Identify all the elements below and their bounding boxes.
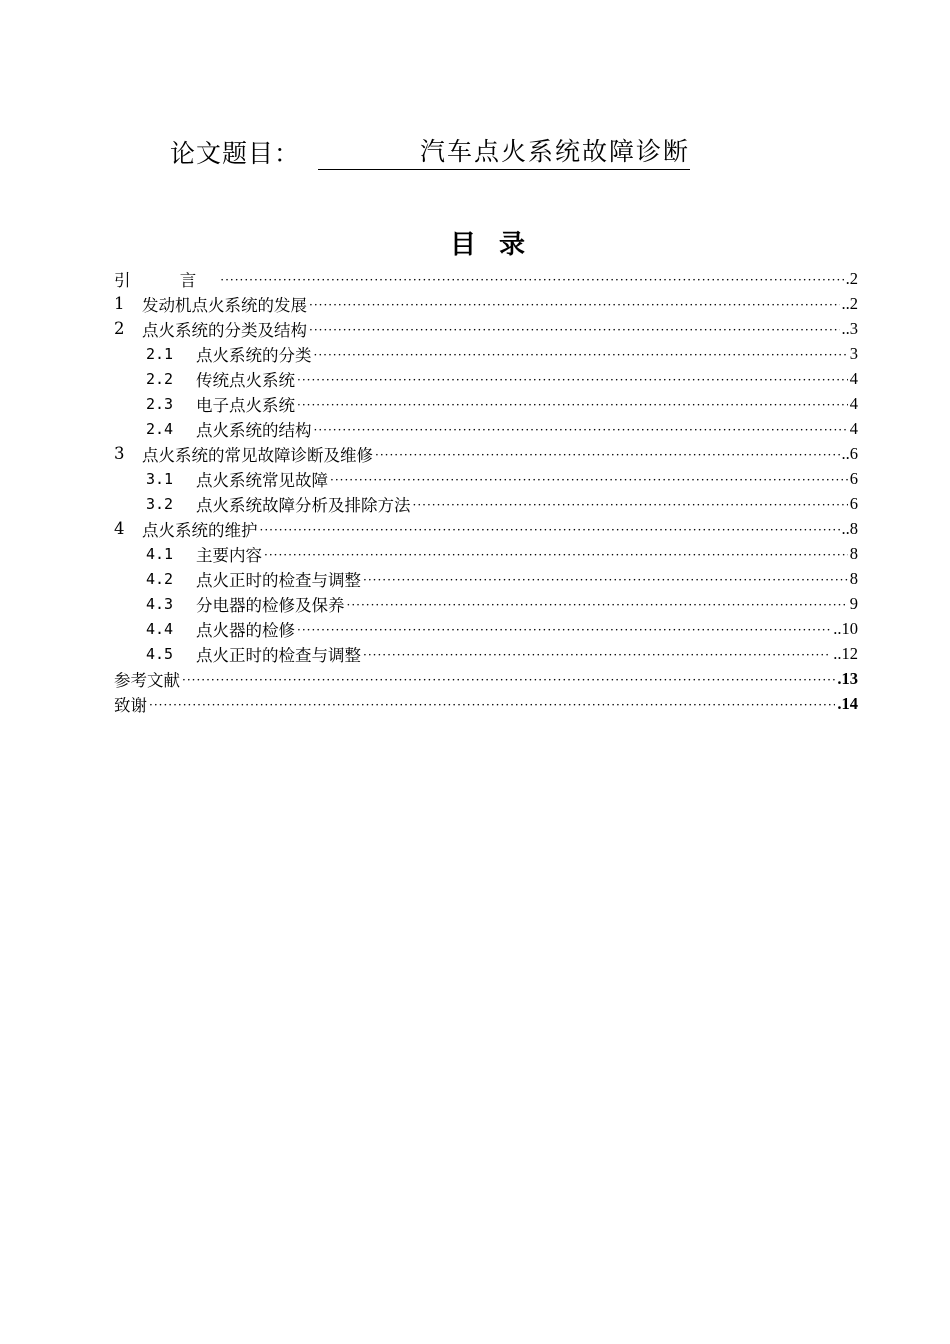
toc-entry-page: 4 [849,368,858,388]
toc-entry-number: 2.1 [146,344,174,363]
toc-entry-number: 3 [114,444,125,463]
toc-entry-page: ..3 [841,318,858,338]
toc-entry-page: ..6 [841,443,858,463]
toc-dot-leader [264,543,848,566]
toc-entry-title: 点火系统常见故障 [196,470,328,490]
thesis-title-label: 论文题目： [170,139,301,168]
toc-entry-page: ..8 [841,518,858,538]
toc-entry[interactable] [114,566,858,591]
toc-entry[interactable] [114,466,858,491]
toc-entry-number: 4.4 [146,619,174,638]
toc-entry-number: 1 [114,294,125,313]
toc-entry[interactable] [114,516,858,541]
toc-entry-number: 4.5 [146,644,174,663]
toc-entry-page: 8 [849,568,858,588]
toc-entry-title: 分电器的检修及保养 [196,595,345,615]
toc-dot-leader [149,693,835,716]
toc-entry[interactable] [114,316,858,341]
toc-entry-page: 8 [849,543,858,563]
toc-dot-leader [297,393,848,416]
toc-entry-title: 点火系统的结构 [196,420,312,440]
toc-entry[interactable] [114,291,858,316]
toc-entry-number: 4.2 [146,569,174,588]
toc-dot-leader [347,593,848,616]
toc-entry-page: ..12 [833,643,858,663]
toc-dot-leader [309,318,840,341]
toc-entry-page: ..10 [833,618,858,638]
toc-dot-leader [182,668,835,691]
toc-entry-number: 3.2 [146,494,174,513]
toc-entry-number: 4.3 [146,594,174,613]
toc-entry-title: 点火系统故障分析及排除方法 [196,495,411,515]
toc-entry[interactable] [114,666,858,691]
toc-entry-title: 主要内容 [196,545,262,565]
toc-entry-title: 传统点火系统 [196,370,295,390]
toc-entry-number: 4 [114,519,125,538]
thesis-title-value: 汽车点火系统故障诊断 [318,135,690,170]
toc-entry-title: 发动机点火系统的发展 [142,295,307,315]
toc-entry[interactable] [114,266,858,291]
toc-dot-leader [260,518,840,541]
toc-entry[interactable] [114,441,858,466]
toc-entry-page: 3 [849,343,858,363]
toc-dot-leader [330,468,848,491]
toc-dot-leader [375,443,840,466]
toc-dot-leader [220,268,843,291]
toc-entry-number: 4.1 [146,544,174,563]
toc-entry-number: 2.3 [146,394,174,413]
toc-entry-title: 点火正时的检查与调整 [196,570,361,590]
toc-heading: 目 录 [449,230,526,260]
toc-entry-number: 2.2 [146,369,174,388]
toc-entry-title: 点火系统的维护 [142,520,258,540]
toc-entry[interactable] [114,416,858,441]
thesis-title-row [170,130,690,170]
toc-entry[interactable] [114,366,858,391]
toc-dot-leader [314,418,848,441]
toc-entry-page: 6 [849,468,858,488]
toc-dot-leader [363,568,848,591]
toc-entry-number: 3.1 [146,469,174,488]
toc-entry-page: 4 [849,393,858,413]
toc-entry-title: 点火系统的分类 [196,345,312,365]
toc-dot-leader [297,368,848,391]
toc-entry[interactable] [114,391,858,416]
toc-entry-title: 点火正时的检查与调整 [196,645,361,665]
toc-dot-leader [314,343,848,366]
toc-entry-number: 2.4 [146,419,174,438]
toc-dot-leader [413,493,848,516]
toc-entry[interactable] [114,591,858,616]
toc-entry-page: 6 [849,493,858,513]
toc-entry-title: 点火器的检修 [196,620,295,640]
toc-entry-title: 致谢 [114,695,147,715]
toc-entry[interactable] [114,616,858,641]
toc-entry[interactable] [114,341,858,366]
toc-entry-page: .13 [837,668,858,688]
toc-dot-leader [297,618,831,641]
toc-dot-leader [309,293,840,316]
toc-entry-title: 电子点火系统 [196,395,295,415]
toc-entry-title: 点火系统的分类及结构 [142,320,307,340]
toc-entry-number: 2 [114,319,125,338]
toc-entry-title: 点火系统的常见故障诊断及维修 [142,445,373,465]
toc-entry[interactable] [114,641,858,666]
toc-entry-page: 9 [849,593,858,613]
toc-entry-title: 引 言 [114,270,219,290]
toc-entry-page: 4 [849,418,858,438]
toc-dot-leader [363,643,831,666]
toc-entry[interactable] [114,491,858,516]
toc-entry-page: .14 [837,693,858,713]
toc-entry-title: 参考文献 [114,670,180,690]
table-of-contents [114,266,858,716]
toc-entry-page: ..2 [841,293,858,313]
toc-entry[interactable] [114,691,858,716]
toc-entry[interactable] [114,541,858,566]
toc-entry-page: .2 [845,268,858,288]
